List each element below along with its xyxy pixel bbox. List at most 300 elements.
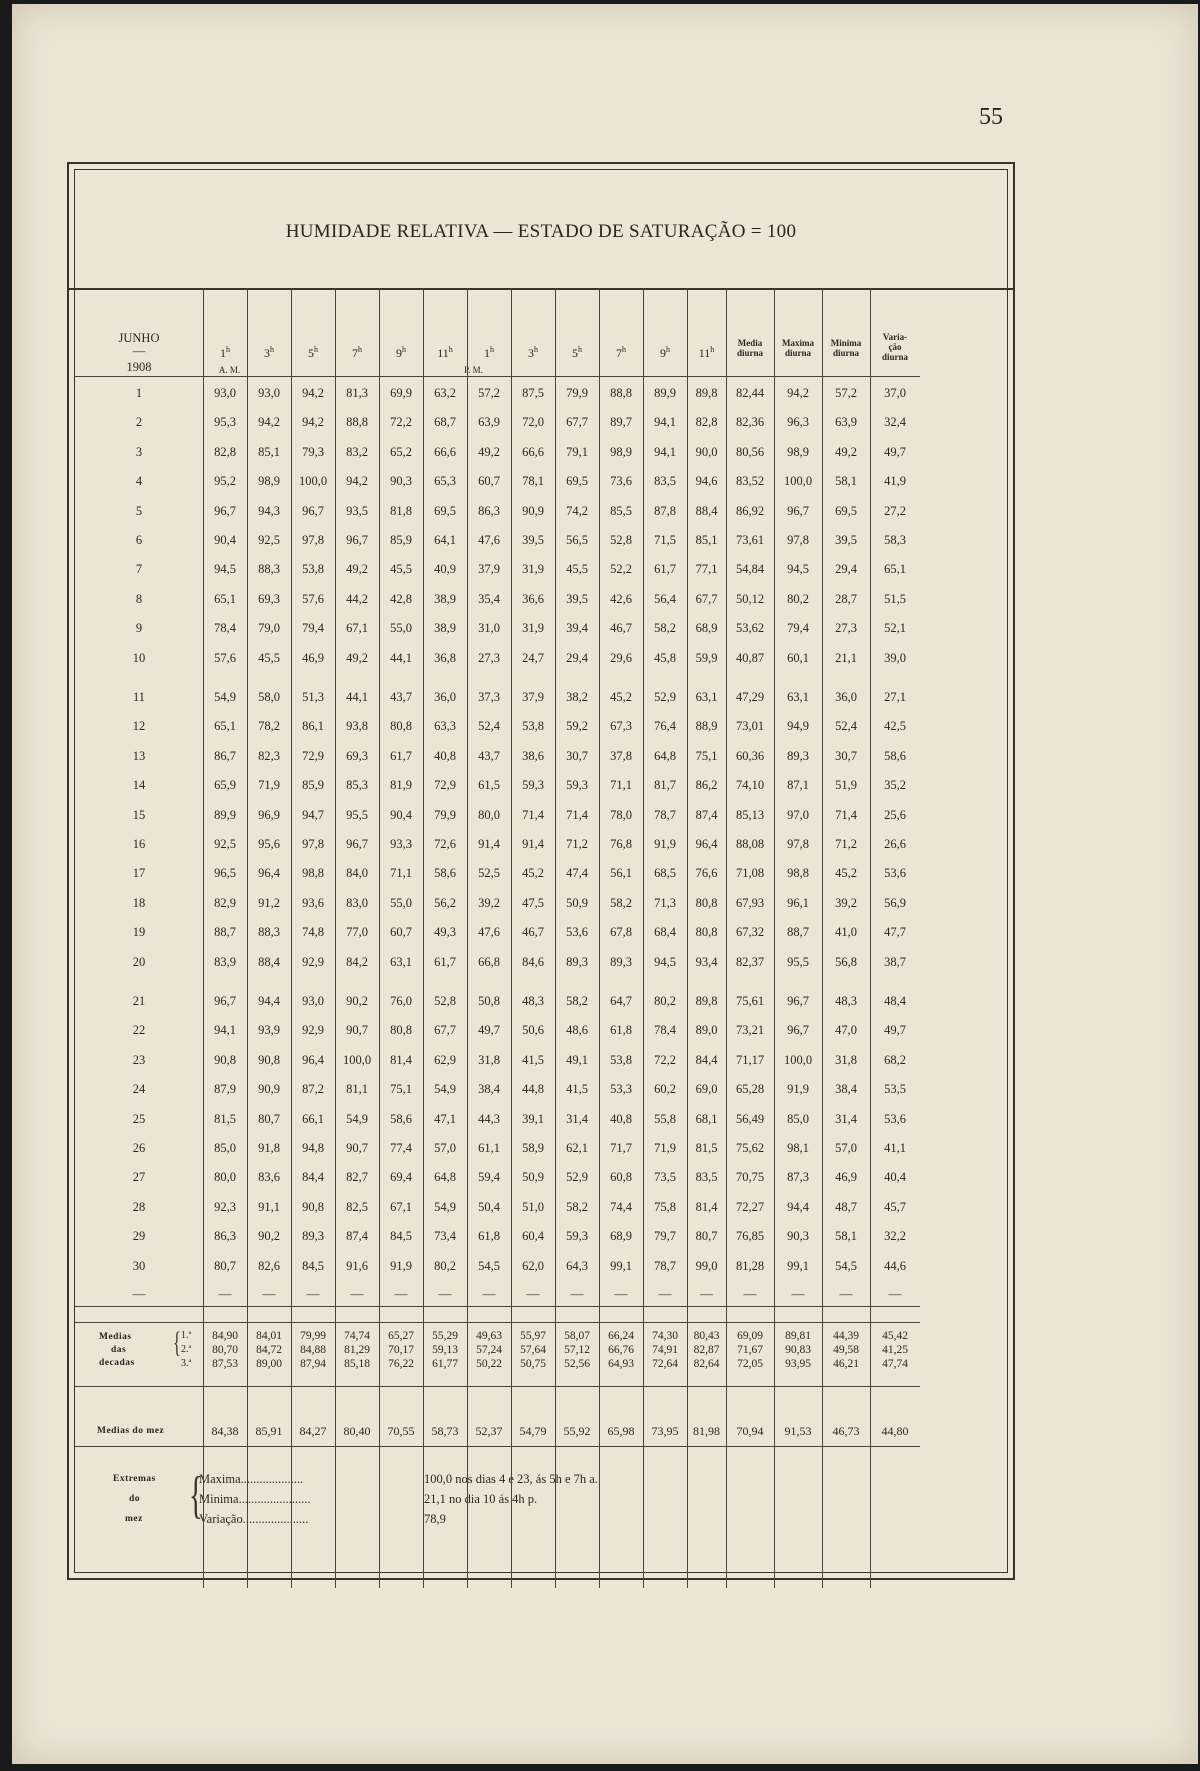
table-cell: 68,4 [654, 925, 676, 940]
table-cell: 94,5 [654, 954, 676, 969]
table-cell: 89,9 [654, 386, 676, 400]
table-cell: 41,1 [884, 1141, 906, 1155]
table-cell: 79,0 [258, 621, 280, 636]
table-cell: 77,1 [695, 562, 718, 577]
dash-mark: — [888, 1286, 902, 1301]
table-cell: 81,7 [654, 778, 676, 793]
table-cell: 85,9 [390, 533, 412, 547]
table-cell: 92,3 [214, 1199, 236, 1214]
table-cell: 29,4 [835, 562, 857, 577]
table-cell: 54,9 [346, 1111, 368, 1126]
hour-suffix: h [314, 345, 318, 354]
table-cell: 53,6 [884, 1111, 906, 1126]
table-cell: 76,4 [654, 719, 676, 734]
table-cell: 60,8 [610, 1170, 632, 1185]
extremas-brace: { [189, 1467, 203, 1524]
table-cell: 84,5 [302, 1258, 324, 1273]
table-cell: 63,9 [478, 415, 500, 430]
table-cell: 65,1 [214, 719, 236, 734]
table-cell: 50,9 [522, 1170, 544, 1185]
table-cell: 79,3 [302, 444, 324, 459]
table-cell: 90,3 [787, 1229, 809, 1244]
table-cell: 53,62 [735, 621, 765, 636]
day-number: 10 [132, 650, 146, 665]
table-cell: 59,3 [566, 778, 588, 793]
table-cell: 63,1 [390, 954, 412, 969]
table-cell: 50,12 [735, 591, 765, 606]
table-cell: 96,7 [787, 994, 809, 1008]
table-cell: 91,4 [522, 837, 544, 851]
table-cell: 85,5 [610, 503, 632, 518]
table-cell: 95,6 [258, 837, 280, 851]
table-cell: 27,2 [884, 503, 906, 518]
decada-cell: 59,13 [432, 1344, 458, 1356]
table-cell: 49,7 [478, 1023, 500, 1038]
table-cell: 79,9 [566, 386, 588, 400]
table-cell: 41,0 [835, 925, 857, 940]
table-cell: 54,84 [735, 562, 765, 577]
decada-cell: 90,83 [785, 1344, 811, 1356]
table-cell: 41,5 [522, 1052, 544, 1067]
table-cell: 52,9 [654, 690, 676, 704]
table-cell: 47,4 [566, 866, 588, 881]
mez-cell: 65,98 [607, 1424, 635, 1438]
table-cell: 65,3 [434, 474, 456, 489]
table-cell: 96,7 [787, 1023, 809, 1038]
table-cell: 67,93 [735, 895, 765, 910]
decada-cell: 49,63 [476, 1330, 502, 1342]
table-cell: 87,4 [346, 1229, 368, 1244]
decada-cell: 84,90 [212, 1330, 238, 1342]
table-cell: 87,2 [302, 1082, 324, 1097]
table-cell: 46,9 [835, 1170, 857, 1185]
table-cell: 80,2 [434, 1258, 456, 1273]
hour-suffix: h [710, 345, 715, 354]
table-cell: 88,3 [258, 562, 280, 577]
table-cell: 90,0 [695, 444, 718, 459]
decada-cell: 66,24 [608, 1330, 634, 1342]
table-cell: 51,0 [522, 1199, 544, 1214]
table-cell: 45,2 [610, 690, 632, 704]
table-cell: 73,21 [735, 1023, 765, 1038]
day-number: 1 [135, 386, 143, 400]
decada-cell: 82,87 [693, 1344, 720, 1356]
mez-cell: 46,73 [832, 1424, 860, 1438]
table-cell: 72,9 [302, 748, 324, 763]
table-cell: 38,9 [434, 621, 456, 636]
page-number: 55 [979, 104, 1003, 130]
variacao-diurna-header: Varia- ção diurna [881, 332, 908, 362]
table-cell: 45,7 [884, 1199, 906, 1214]
table-cell: 71,1 [610, 778, 632, 793]
table-cell: 73,4 [434, 1229, 456, 1244]
table-cell: 75,1 [390, 1082, 412, 1097]
table-cell: 94,1 [214, 1023, 236, 1038]
table-cell: 82,44 [735, 386, 765, 400]
table-cell: 90,9 [258, 1082, 280, 1097]
table-cell: 58,6 [434, 866, 456, 881]
table-cell: 56,9 [884, 895, 906, 910]
dash-mark: — [262, 1286, 276, 1301]
table-cell: 94,2 [302, 415, 324, 430]
table-cell: 27,3 [835, 621, 857, 636]
table-cell: 82,37 [735, 954, 765, 969]
table-cell: 58,1 [835, 1229, 857, 1244]
table-cell: 38,9 [434, 591, 456, 606]
table-cell: 36,8 [434, 650, 456, 665]
table-cell: 56,8 [835, 954, 857, 969]
table-cell: 64,3 [566, 1258, 588, 1273]
day-number: 11 [132, 690, 146, 704]
decada-cell: 72,64 [652, 1358, 678, 1370]
table-cell: 98,1 [787, 1141, 809, 1155]
table-cell: 78,4 [654, 1023, 676, 1038]
decada-cell: 69,09 [737, 1330, 763, 1342]
table-cell: 52,8 [610, 533, 632, 547]
table-cell: 91,6 [346, 1258, 368, 1273]
table-cell: 68,1 [695, 1111, 718, 1126]
table-cell: 47,0 [835, 1023, 857, 1038]
table-cell: 39,1 [522, 1111, 544, 1126]
table-cell: 81,5 [214, 1111, 236, 1126]
table-cell: 94,2 [258, 415, 280, 430]
table-cell: 94,5 [214, 562, 236, 577]
table-cell: 56,1 [610, 866, 632, 881]
table-cell: 81,4 [695, 1199, 718, 1214]
table-cell: 88,8 [610, 386, 632, 400]
table-cell: 65,1 [214, 591, 236, 606]
table-cell: 86,1 [302, 719, 324, 734]
decada-cell: 49,58 [833, 1344, 859, 1356]
table-cell: 92,9 [302, 954, 324, 969]
mez-label: mez [125, 1514, 143, 1524]
table-cell: 59,3 [522, 778, 544, 793]
day-number: 2 [135, 415, 143, 430]
table-cell: 38,2 [566, 690, 588, 704]
table-cell: 94,4 [258, 994, 280, 1008]
table-cell: 58,2 [654, 621, 676, 636]
table-cell: 91,9 [654, 837, 676, 851]
dash-mark: — [132, 1286, 146, 1301]
table-cell: 74,2 [566, 503, 588, 518]
decada-cell: 89,81 [785, 1330, 811, 1342]
table-cell: 98,8 [302, 866, 324, 881]
day-number: 23 [132, 1052, 146, 1067]
table-cell: 64,8 [434, 1170, 456, 1185]
table-cell: 93,4 [695, 954, 718, 969]
table-cell: 48,4 [884, 994, 906, 1008]
table-cell: 88,8 [346, 415, 368, 430]
table-cell: 37,9 [522, 690, 544, 704]
table-cell: 59,3 [566, 1229, 588, 1244]
table-cell: 35,4 [478, 591, 500, 606]
hour-suffix: h [448, 345, 453, 354]
table-cell: 99,1 [610, 1258, 632, 1273]
table-cell: 92,9 [302, 1023, 324, 1038]
table-cell: 53,5 [884, 1082, 906, 1097]
table-cell: 73,6 [610, 474, 632, 489]
table-cell: 60,2 [654, 1082, 676, 1097]
decada-cell: 45,42 [882, 1330, 908, 1342]
table-cell: 50,4 [478, 1199, 500, 1214]
table-cell: 94,9 [787, 719, 809, 734]
decada-cell: 47,74 [882, 1358, 908, 1370]
pm-label: P. M. [464, 365, 483, 375]
table-cell: 31,0 [478, 621, 500, 636]
table-cell: 44,3 [478, 1111, 500, 1126]
decada-cell: 82,64 [693, 1358, 720, 1370]
table-cell: 36,0 [835, 690, 857, 704]
table-cell: 85,1 [258, 444, 280, 459]
dash-mark: — [350, 1286, 364, 1301]
table-cell: 92,5 [214, 837, 236, 851]
decada-cell: 89,00 [256, 1358, 282, 1370]
hour-suffix: h [226, 345, 230, 354]
table-cell: 78,7 [654, 1258, 676, 1273]
decada-cell: 70,17 [388, 1344, 414, 1356]
table-cell: 76,8 [610, 837, 632, 851]
table-cell: 85,3 [346, 778, 368, 793]
dash-mark: — [482, 1286, 496, 1301]
table-cell: 88,7 [214, 925, 236, 940]
decada-cell: 84,88 [300, 1344, 326, 1356]
table-cell: 52,4 [478, 719, 500, 734]
decada-cell: 44,39 [833, 1330, 859, 1342]
table-cell: 81,4 [390, 1052, 412, 1067]
table-cell: 37,8 [610, 748, 632, 763]
table-cell: 47,6 [478, 533, 500, 547]
table-cell: 27,1 [884, 690, 906, 704]
table-cell: 84,2 [346, 954, 368, 969]
day-number: 5 [135, 503, 143, 518]
mez-cell: 58,73 [431, 1424, 459, 1438]
table-cell: 85,0 [214, 1141, 236, 1155]
table-cell: 58,6 [390, 1111, 412, 1126]
table-cell: 44,2 [346, 591, 368, 606]
table-cell: 67,3 [610, 719, 632, 734]
day-number: 28 [132, 1199, 146, 1214]
table-cell: 74,4 [610, 1199, 632, 1214]
table-cell: 56,2 [434, 895, 456, 910]
table-cell: 80,8 [390, 1023, 412, 1038]
table-cell: 37,9 [478, 562, 500, 577]
table-cell: 93,5 [346, 503, 368, 518]
decada-cell: 65,27 [388, 1330, 414, 1342]
day-number: 25 [132, 1111, 146, 1126]
table-cell: 55,8 [654, 1111, 676, 1126]
table-cell: 85,13 [735, 807, 765, 822]
table-cell: 37,3 [478, 690, 500, 704]
hour-header: 5$^h$ [572, 345, 582, 360]
table-cell: 60,4 [522, 1229, 544, 1244]
table-cell: 39,5 [522, 533, 544, 547]
day-number: 9 [135, 621, 143, 636]
table-cell: 94,5 [787, 562, 809, 577]
table-cell: 86,3 [478, 503, 500, 518]
table-cell: 87,8 [654, 503, 676, 518]
table-cell: 94,8 [302, 1141, 324, 1155]
table-cell: 44,6 [884, 1258, 906, 1273]
table-frame [67, 162, 1015, 1580]
mez-cell: 54,79 [519, 1424, 547, 1438]
mez-cell: 81,98 [693, 1424, 720, 1438]
table-cell: 90,2 [258, 1229, 280, 1244]
table-cell: 28,7 [835, 591, 857, 606]
table-cell: 69,3 [258, 591, 280, 606]
table-cell: 82,8 [695, 415, 718, 430]
table-cell: 49,3 [434, 925, 456, 940]
table-cell: 68,2 [884, 1052, 906, 1067]
decada-cell: 50,22 [476, 1358, 502, 1370]
table-cell: 96,7 [787, 503, 809, 518]
table-cell: 71,4 [522, 807, 544, 822]
table-cell: 96,4 [258, 866, 280, 881]
hour-suffix: h [622, 345, 626, 354]
dash-mark: — [614, 1286, 628, 1301]
table-cell: 52,1 [884, 621, 906, 636]
table-cell: 96,4 [302, 1052, 324, 1067]
table-cell: 43,7 [390, 690, 412, 704]
decada-cell: 41,25 [882, 1344, 908, 1356]
table-cell: 90,8 [302, 1199, 324, 1214]
table-cell: 38,4 [835, 1082, 857, 1097]
decada-cell: 64,93 [608, 1358, 634, 1370]
table-cell: 79,7 [654, 1229, 676, 1244]
hour-header: 1$^h$ [220, 345, 230, 360]
table-cell: 94,6 [695, 474, 718, 489]
page [12, 4, 1198, 1764]
decada-cell: 57,64 [520, 1344, 546, 1356]
table-cell: 46,7 [522, 925, 544, 940]
table-cell: 89,8 [695, 386, 718, 400]
table-cell: 44,8 [522, 1082, 544, 1097]
table-cell: 57,0 [434, 1141, 456, 1155]
table-cell: 39,2 [835, 895, 857, 910]
table-cell: 50,8 [478, 994, 500, 1008]
table-cell: 31,9 [522, 562, 544, 577]
decada-cell: 80,43 [693, 1330, 720, 1342]
table-cell: 47,5 [522, 895, 544, 910]
row-rule [75, 1322, 920, 1323]
table-cell: 54,9 [434, 1082, 456, 1097]
dash-mark: — [839, 1286, 853, 1301]
decada-cell: 55,29 [432, 1330, 458, 1342]
table-cell: 66,1 [302, 1111, 324, 1126]
table-cell: 84,6 [522, 954, 544, 969]
table-cell: 56,49 [735, 1111, 765, 1126]
table-cell: 71,2 [835, 837, 857, 851]
table-cell: 59,9 [695, 650, 718, 665]
table-cell: 37,0 [884, 386, 906, 400]
table-cell: 94,4 [787, 1199, 809, 1214]
hour-header: 11$^h$ [437, 345, 453, 360]
day-number: 30 [132, 1258, 146, 1273]
table-cell: 89,3 [787, 748, 809, 763]
day-number: 15 [132, 807, 146, 822]
table-cell: 100,0 [783, 1052, 813, 1067]
table-cell: 66,8 [478, 954, 500, 969]
table-cell: 97,0 [787, 807, 809, 822]
decada-cell: 57,12 [564, 1344, 590, 1356]
table-cell: 56,4 [654, 591, 676, 606]
table-cell: 97,8 [302, 533, 324, 547]
table-cell: 84,0 [346, 866, 368, 881]
table-cell: 81,8 [390, 503, 412, 518]
table-cell: 78,1 [522, 474, 544, 489]
dash-mark: — [218, 1286, 232, 1301]
table-cell: 87,4 [695, 807, 718, 822]
table-cell: 71,4 [835, 807, 857, 822]
table-cell: 89,0 [695, 1023, 718, 1038]
table-cell: 60,7 [390, 925, 412, 940]
table-cell: 100,0 [783, 474, 813, 489]
table-cell: 55,0 [390, 621, 412, 636]
table-cell: 91,8 [258, 1141, 280, 1155]
table-cell: 45,5 [390, 562, 412, 577]
table-cell: 68,7 [434, 415, 456, 430]
table-cell: 93,6 [302, 895, 324, 910]
table-cell: 71,7 [610, 1141, 632, 1155]
hour-header: 9$^h$ [660, 345, 670, 360]
table-cell: 83,9 [214, 954, 236, 969]
table-cell: 96,7 [214, 994, 236, 1008]
mez-cell: 91,53 [784, 1424, 812, 1438]
table-cell: 78,0 [610, 807, 632, 822]
table-cell: 49,1 [566, 1052, 588, 1067]
table-cell: 21,1 [835, 650, 857, 665]
table-cell: 49,2 [346, 650, 368, 665]
table-cell: 85,9 [302, 778, 324, 793]
table-cell: 42,8 [390, 591, 412, 606]
table-cell: 73,61 [735, 533, 765, 547]
table-cell: 71,5 [654, 533, 676, 547]
table-cell: 49,2 [346, 562, 368, 577]
table-cell: 54,5 [478, 1258, 500, 1273]
table-cell: 64,7 [610, 994, 632, 1008]
decada-cell: 76,22 [388, 1358, 414, 1370]
decada-cell: 57,24 [476, 1344, 502, 1356]
table-cell: 90,4 [390, 807, 412, 822]
table-cell: 60,7 [478, 474, 500, 489]
table-cell: 67,8 [610, 925, 632, 940]
table-cell: 67,7 [695, 591, 718, 606]
table-cell: 79,1 [566, 444, 588, 459]
table-cell: 90,7 [346, 1141, 368, 1155]
table-cell: 32,4 [884, 415, 906, 430]
table-cell: 54,5 [835, 1258, 857, 1273]
table-cell: 89,9 [214, 807, 236, 822]
table-cell: 46,9 [302, 650, 324, 665]
table-cell: 72,6 [434, 837, 456, 851]
decadas-label: decadas [99, 1358, 135, 1368]
table-cell: 95,5 [787, 954, 809, 969]
table-cell: 45,5 [258, 650, 280, 665]
dash-mark: — [570, 1286, 584, 1301]
decada-cell: 87,53 [212, 1358, 238, 1370]
table-cell: 72,9 [434, 778, 456, 793]
table-cell: 82,8 [214, 444, 236, 459]
table-cell: 90,3 [390, 474, 412, 489]
table-cell: 66,6 [522, 444, 544, 459]
table-cell: 97,8 [787, 533, 809, 547]
table-cell: 85,1 [695, 533, 718, 547]
table-cell: 71,2 [566, 837, 588, 851]
decada-cell: 72,05 [737, 1358, 763, 1370]
table-cell: 35,2 [884, 778, 906, 793]
table-cell: 89,7 [610, 415, 632, 430]
decada-cell: 74,91 [652, 1344, 678, 1356]
table-cell: 69,5 [566, 474, 588, 489]
